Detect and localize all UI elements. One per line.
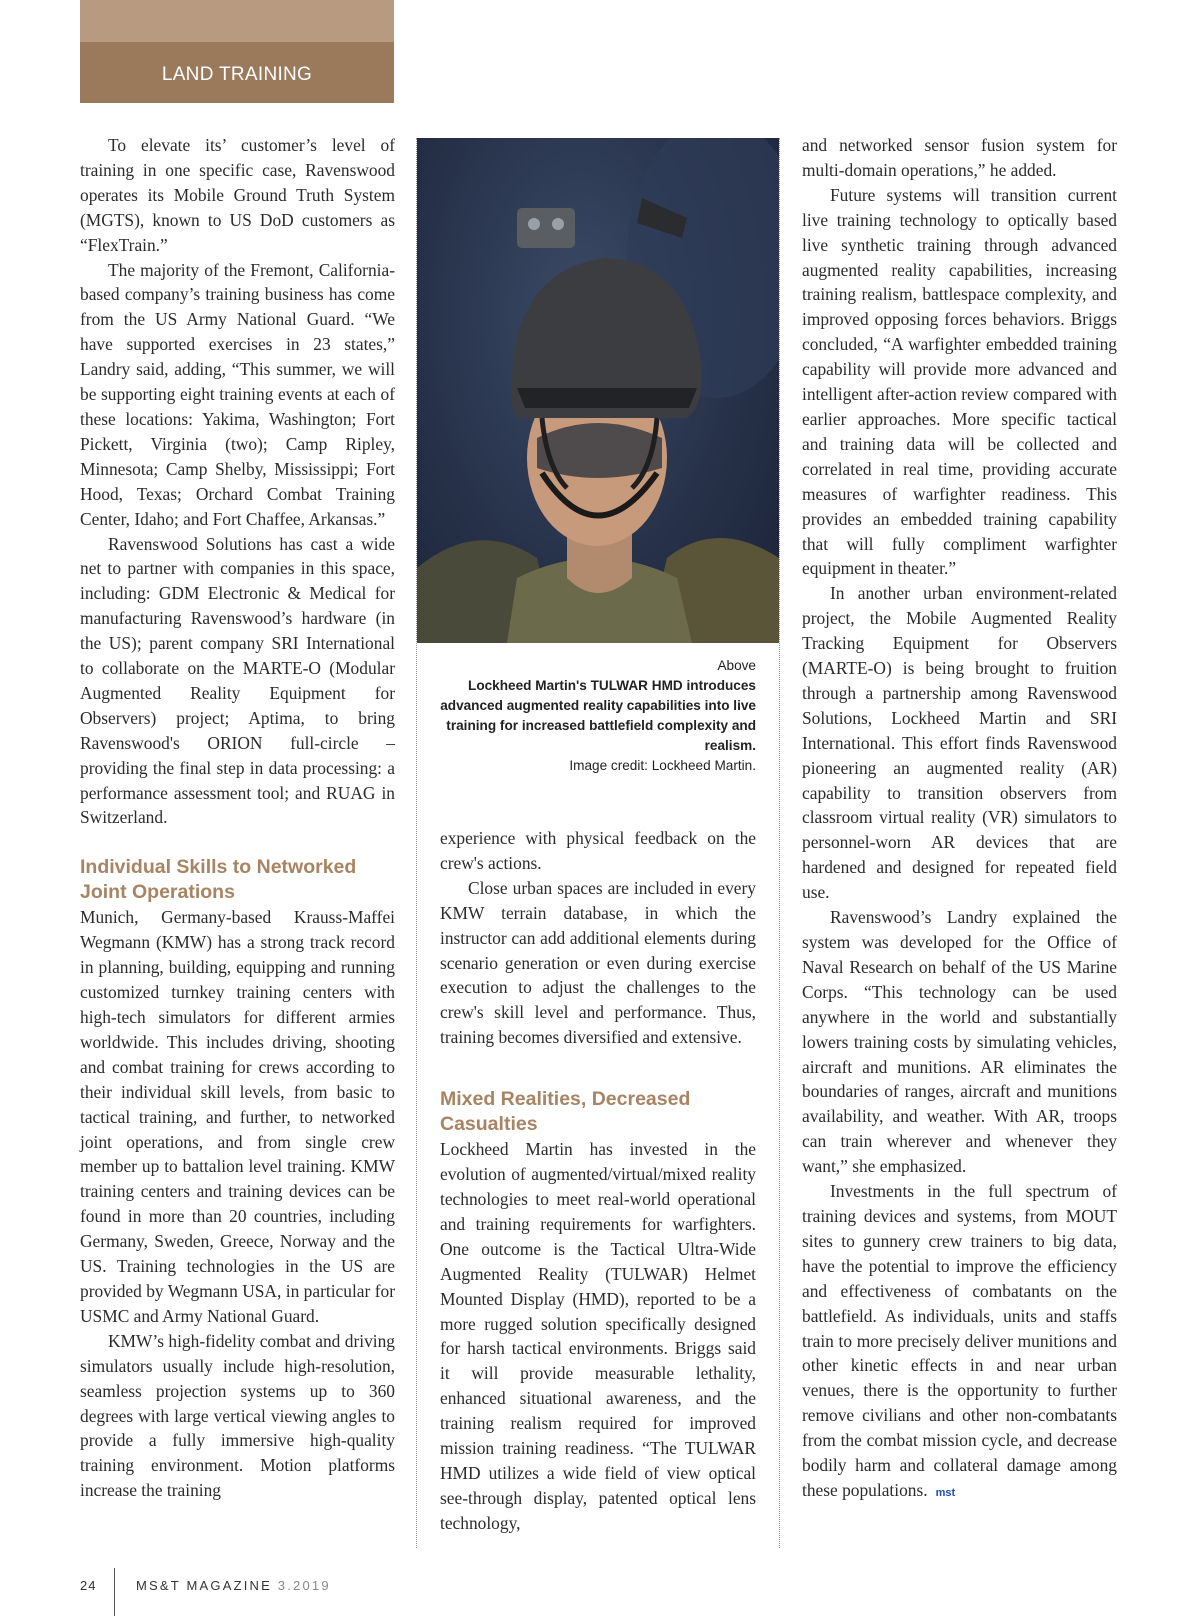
photo-caption — [440, 656, 756, 776]
article-column-2 — [440, 826, 756, 1536]
mst-end-mark: mst — [935, 1486, 956, 1499]
caption-label: Above — [717, 658, 756, 673]
footer-divider — [114, 1568, 115, 1616]
image-credit: Image credit: Lockheed Martin. — [569, 758, 756, 773]
section-label: LAND TRAINING — [161, 64, 313, 85]
body-paragraph: Ravenswood’s Landry explained the system was developed for the Office of Naval Research on behalf of the US Marine Corps. “This technology can be used anywhere in the world and substantially lowers training costs by simulating vehicles, aircraft and munitions. AR eliminates the boundaries of ranges, aircraft and munitions availability, and weather. With AR, troops can train wherever and whenever they want,” she emphasized. — [802, 907, 1117, 1177]
body-paragraph: experience with physical feedback on the crew's actions. — [440, 828, 756, 873]
body-paragraph — [802, 1179, 1117, 1506]
section-tab-top — [80, 0, 394, 42]
body-paragraph: and networked sensor fusion system for multi-domain operations,” he added. — [802, 135, 1117, 180]
body-paragraph: In another urban environment-related project, the Mobile Augmented Reality Tracking Equipment for Observers (MARTE-O) is being brought to fruition through a partnership among Ravenswood Solutions, Lockheed Martin and SRI International. This effort finds Ravenswood pioneering an augmented reality (AR) capability to transition observers from classroom virtual reality (VR) simulators to personnel-worn AR devices that are hardened and designed for repeated field use. — [802, 583, 1117, 903]
body-paragraph: The majority of the Fremont, California-based company’s training business has come from the US Army National Guard. “We have supported exercises in 23 states,” Landry said, adding, “This summer, we will be supporting eight training events at each of these locations: Yakima, Washington; Fort Pickett, Virginia (two); Camp Ripley, Minnesota; Camp Shelby, Mississippi; Fort Hood, Texas; Orchard Combat Training Center, Idaho; and Fort Chaffee, Arkansas.” — [80, 259, 395, 529]
magazine-title: MS&T MAGAZINE — [136, 1578, 272, 1593]
final-paragraph-text: Investments in the full spectrum of training devices and systems, from MOUT sites to gunnery crew trainers to big data, have the potential to improve the efficiency and effectiveness of combatants on the battlefield. As individuals, units and staffs train to more precisely deliver munitions and other kinetic effects in and near urban venues, there is the opportunity to further remove civilians and other non-combatants from the combat mission cycle, and decrease bodily harm and collateral damage among these populations. — [802, 1181, 1117, 1500]
body-paragraph: Future systems will transition current live training technology to optically based live synthetic training through advanced augmented reality capabilities, increasing training realism, battlespace complexity, and improved opposing forces behaviors. Briggs concluded, “A warfighter embedded training capability will provide more advanced and intelligent after-action review compared with earlier approaches. More specific tactical and training data will be collected and correlated in real time, providing accurate measures of warfighter readiness. This provides an embedded training capability that will fully compliment warfighter equipment in theater.” — [802, 184, 1117, 579]
body-paragraph: Munich, Germany-based Krauss-Maffei Wegmann (KMW) has a strong track record in planning, building, equipping and running customized turnkey training centers with high-tech simulators for different armies worldwide. This includes driving, shooting and combat training for crews according to their individual skill levels, from basic to tactical training, and further, to networked joint operations, and from single crew member up to battalion level training. KMW training centers and training devices can be found in more than 20 countries, including Germany, Sweden, Greece, Norway and the US. Training technologies in the US are provided by Wegmann USA, in particular for USMC and Army National Guard. — [80, 907, 395, 1326]
subheading: Mixed Realities, Decreased Casualties — [440, 1088, 691, 1136]
body-paragraph: Close urban spaces are included in every KMW terrain database, in which the instructor can add additional elements during scenario generation or even during exercise execution to adjust the challenges to the crew's skill level and performance. Thus, training becomes diversified and extensive. — [440, 877, 756, 1048]
article-column-1 — [80, 133, 395, 1503]
body-paragraph: Ravenswood Solutions has cast a wide net to partner with companies in this space, including: GDM Electronic & Medical for manufacturing Ravenswood’s hardware (in the US); parent company SRI International to collaborate on the MARTE-O (Modular Augmented Reality Equipment for Observers) project; Aptima, to bring Ravenswood's ORION full-circle – providing the final step in data processing: a performance assessment tool; and RUAG in Switzerland. — [80, 533, 395, 828]
section-tab — [80, 0, 394, 103]
page-number: 24 — [80, 1578, 97, 1593]
subheading: Individual Skills to Networked Joint Operations — [80, 856, 357, 904]
soldier-with-helmet-display-image — [417, 138, 779, 643]
body-paragraph: KMW’s high-fidelity combat and driving simulators usually include high-resolution, seamless projection systems up to 360 degrees with large vertical viewing angles to provide a fully immersive high-quality training environment. Motion platforms increase the training — [80, 1330, 395, 1501]
photo-soldier-hmd — [417, 138, 779, 643]
magazine-name — [136, 1578, 331, 1593]
column-divider — [779, 138, 780, 1548]
body-paragraph: Lockheed Martin has invested in the evolution of augmented/virtual/mixed reality technologies to meet real-world operational and training requirements for warfighters. One outcome is the Tactical Ultra-Wide Augmented Reality (TULWAR) Helmet Mounted Display (HMD), reported to be a more rugged solution specifically designed for harsh tactical environments. Briggs said it will provide measurable lethality, enhanced situational awareness, and the training realism required for improved mission training readiness. “The TULWAR HMD utilizes a wide field of view optical see-through display, patented optical lens technology, — [440, 1139, 756, 1533]
issue-date: 3.2019 — [277, 1578, 331, 1593]
body-paragraph: To elevate its’ customer’s level of training in one specific case, Ravenswood operates its Mobile Ground Truth System (MGTS), known to US DoD customers as “FlexTrain.” — [80, 135, 395, 255]
caption-text: Lockheed Martin's TULWAR HMD introduces advanced augmented reality capabilities into live training for increased battlefield complexity and realism. — [440, 678, 756, 753]
article-column-3 — [802, 133, 1117, 1506]
